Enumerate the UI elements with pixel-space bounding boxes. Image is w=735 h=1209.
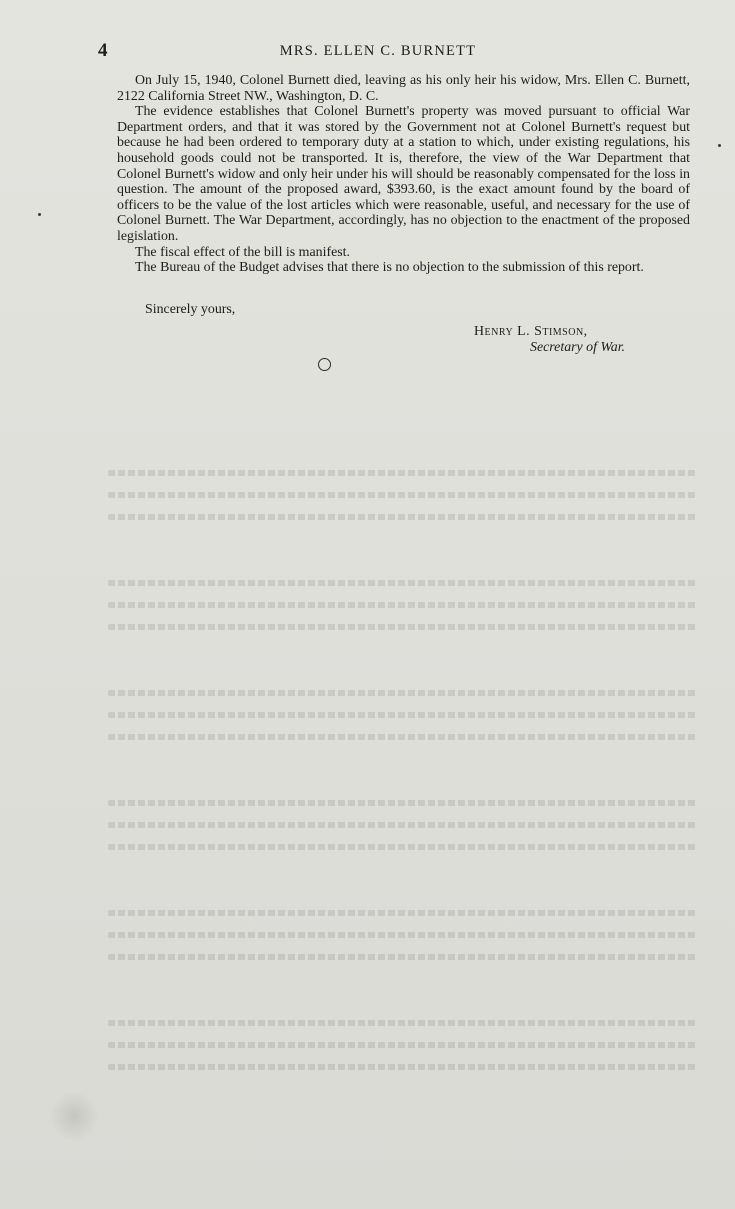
show-through-line: [108, 712, 696, 718]
paper-speck: [718, 144, 721, 147]
paragraph-death-notice: On July 15, 1940, Colonel Burnett died, leaving as his only heir his widow, Mrs. Ellen C. Burnett, 2122 California Street NW., Washington, D. C.: [117, 73, 690, 104]
show-through-line: [108, 624, 696, 630]
running-title: MRS. ELLEN C. BURNETT: [279, 43, 477, 59]
page-header: [98, 40, 658, 64]
signer-name: Henry L. Stimson,: [474, 324, 588, 339]
show-through-line: [108, 580, 696, 586]
show-through-line: [108, 800, 696, 806]
salutation: Sincerely yours,: [145, 302, 236, 317]
paragraph-budget-bureau: The Bureau of the Budget advises that there is no objection to the submission of this report.: [135, 260, 644, 276]
page-number: 4: [98, 40, 108, 61]
show-through-line: [108, 690, 696, 696]
show-through-line: [108, 844, 696, 850]
letter-body: [117, 73, 690, 276]
end-ornament-icon: [318, 358, 331, 371]
show-through-line: [108, 954, 696, 960]
show-through-line: [108, 1020, 696, 1026]
show-through-line: [108, 514, 696, 520]
show-through-line: [108, 1042, 696, 1048]
show-through-line: [108, 492, 696, 498]
show-through-line: [108, 1064, 696, 1070]
paper-speck: [38, 213, 41, 216]
show-through-line: [108, 470, 696, 476]
paper-stain: [50, 1090, 98, 1142]
paragraph-evidence: The evidence establishes that Colonel Burnett's property was moved pursuant to official War Department orders, and that it was stored by the Government not at Colonel Burnett's request but because he had been ordered to temporary duty at a station to which, under existing regulations, his household goods could not be transported. It is, therefore, the view of the War Department that Colonel Burnett's widow and only heir under his will should be reasonably compensated for the loss in question. The amount of the proposed award, $393.60, is the exact amount found by the board of officers to be the value of the lost articles which were reasonable, useful, and necessary for the use of Colonel Burnett. The War Department, accordingly, has no objection to the enactment of the proposed legislation.: [117, 104, 690, 244]
show-through-line: [108, 910, 696, 916]
show-through-line: [108, 734, 696, 740]
show-through-line: [108, 822, 696, 828]
signature-block: [474, 324, 625, 356]
show-through-line: [108, 932, 696, 938]
show-through-line: [108, 602, 696, 608]
paragraph-fiscal-effect: The fiscal effect of the bill is manifest.: [135, 244, 350, 260]
signer-title: Secretary of War.: [530, 340, 626, 355]
